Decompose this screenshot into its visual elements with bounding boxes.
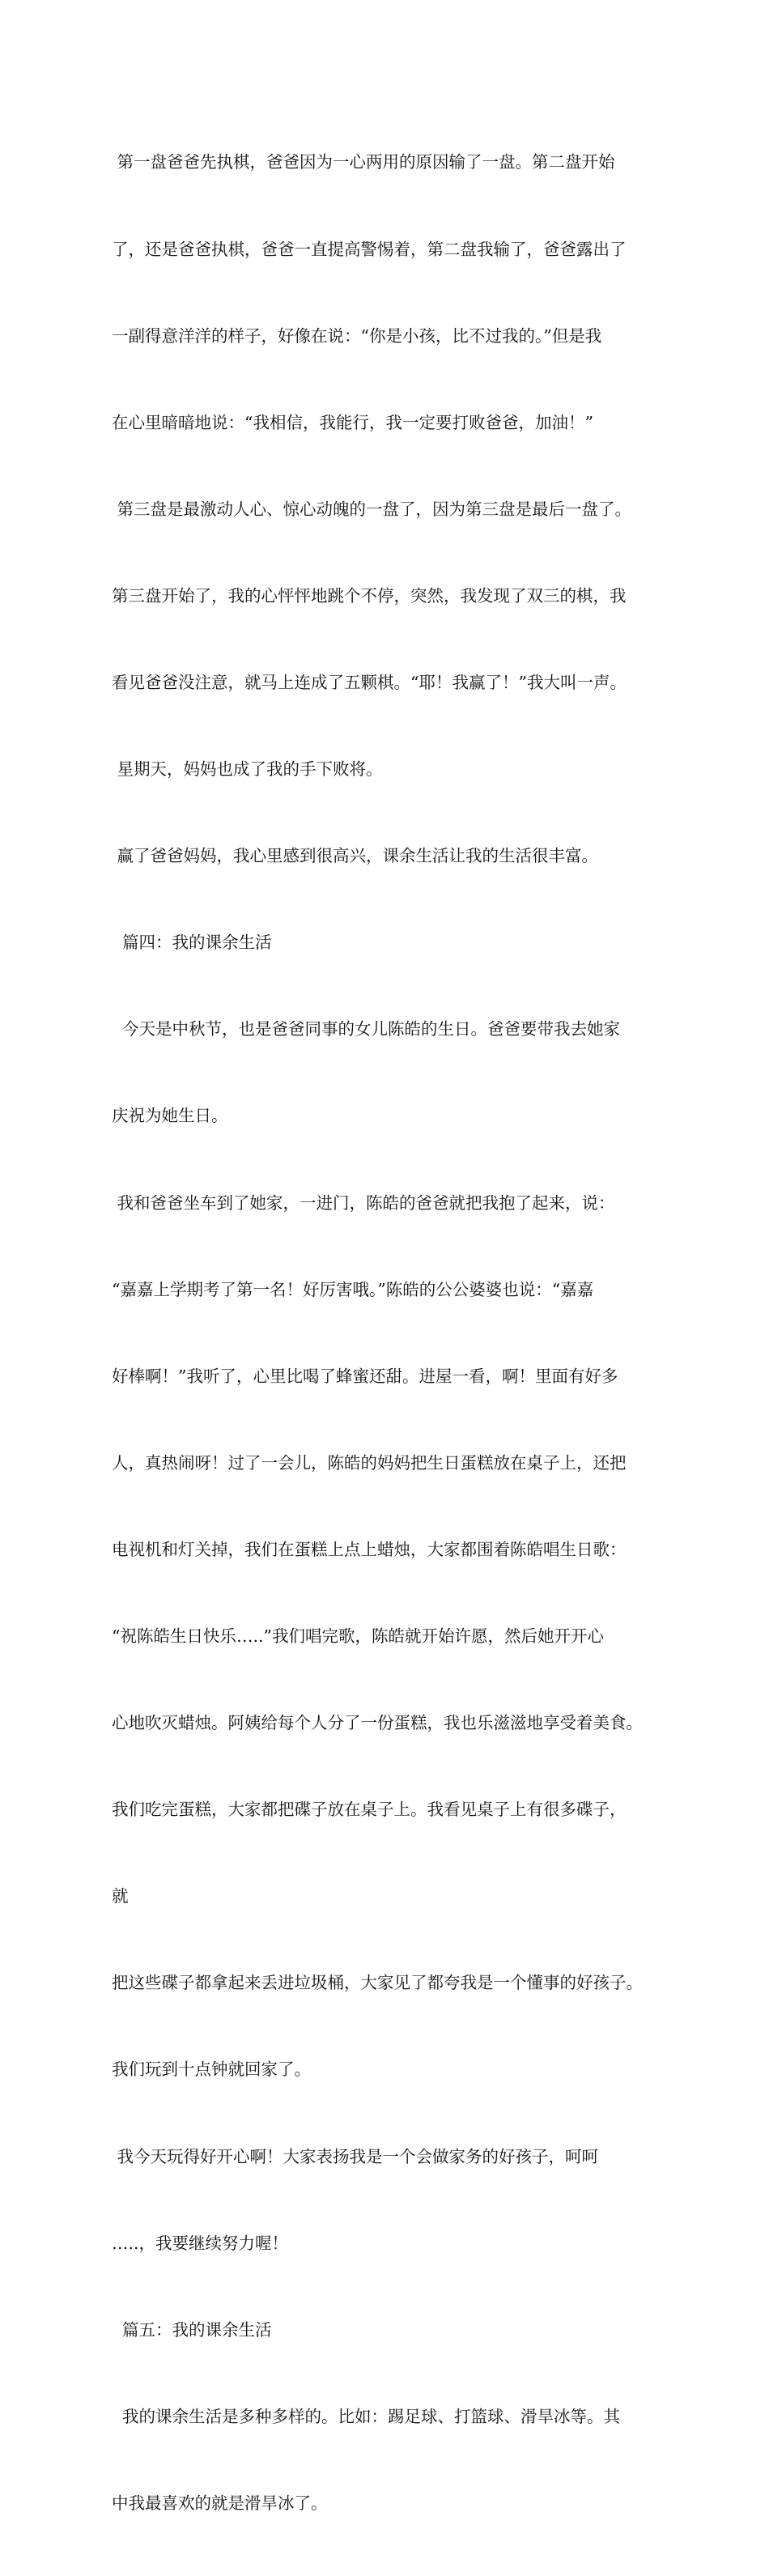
text-line: “嘉嘉上学期考了第一名！好厉害哦。”陈皓的公公婆婆也说：“嘉嘉 bbox=[112, 1279, 594, 1299]
text-line: 人，真热闹呀！过了一会儿，陈皓的妈妈把生日蛋糕放在桌子上，还把 bbox=[112, 1452, 627, 1473]
text-line: 把这些碟子都拿起来丢进垃圾桶，大家见了都夸我是一个懂事的好孩子。 bbox=[112, 1973, 643, 1993]
text-line: 好棒啊！”我听了，心里比喝了蜂蜜还甜。进屋一看，啊！里面有好多 bbox=[112, 1366, 618, 1386]
text-line: 中我最喜欢的就是滑旱冰了。 bbox=[112, 2493, 328, 2513]
text-line: 就 bbox=[112, 1886, 129, 1906]
section-heading: 篇五：我的课余生活 bbox=[112, 2319, 272, 2340]
text-line: “祝陈皓生日快乐…..”我们唱完歌，陈皓就开始许愿，然后她开开心 bbox=[112, 1626, 604, 1646]
text-line: …..，我要继续努力喔！ bbox=[112, 2233, 289, 2253]
text-line: 一副得意洋洋的样子，好像在说：“你是小孩，比不过我的。”但是我 bbox=[112, 325, 602, 346]
text-line: 我的课余生活是多种多样的。比如：踢足球、打篮球、滑旱冰等。其 bbox=[112, 2406, 621, 2426]
text-line: 赢了爸爸妈妈，我心里感到很高兴，课余生活让我的生活很丰富。 bbox=[112, 846, 599, 866]
text-line: 看见爸爸没注意，就马上连成了五颗棋。“耶！我赢了！”我大叫一声。 bbox=[112, 672, 627, 692]
document-text bbox=[112, 91, 670, 2576]
text-line: 我和爸爸坐车到了她家，一进门，陈皓的爸爸就把我抱了起来，说： bbox=[112, 1192, 615, 1213]
text-line: 心地吹灭蜡烛。阿姨给每个人分了一份蛋糕，我也乐滋滋地享受着美食。 bbox=[112, 1713, 643, 1733]
text-line: 今天是中秋节，也是爸爸同事的女儿陈皓的生日。爸爸要带我去她家 bbox=[112, 1019, 621, 1039]
text-line: 第三盘是最激动人心、惊心动魄的一盘了，因为第三盘是最后一盘了。 bbox=[112, 499, 632, 519]
text-line: 庆祝为她生日。 bbox=[112, 1106, 228, 1126]
text-line: 第一盘爸爸先执棋，爸爸因为一心两用的原因输了一盘。第二盘开始 bbox=[112, 152, 615, 172]
section-heading: 篇四：我的课余生活 bbox=[112, 933, 272, 953]
text-line: 星期天，妈妈也成了我的手下败将。 bbox=[112, 759, 383, 780]
text-line: 我们吃完蛋糕，大家都把碟子放在桌子上。我看见桌子上有很多碟子， bbox=[112, 1800, 627, 1820]
text-line: 我今天玩得好开心啊！大家表扬我是一个会做家务的好孩子，呵呵 bbox=[112, 2146, 599, 2166]
text-line: 了，还是爸爸执棋，爸爸一直提高警惕着，第二盘我输了，爸爸露出了 bbox=[112, 239, 627, 259]
text-line: 电视机和灯关掉，我们在蛋糕上点上蜡烛，大家都围着陈皓唱生日歌： bbox=[112, 1539, 627, 1559]
text-line: 在心里暗暗地说：“我相信，我能行，我一定要打败爸爸，加油！” bbox=[112, 412, 593, 432]
text-line: 我们玩到十点钟就回家了。 bbox=[112, 2060, 311, 2080]
text-line: 第三盘开始了，我的心怦怦地跳个不停，突然，我发现了双三的棋，我 bbox=[112, 585, 627, 606]
